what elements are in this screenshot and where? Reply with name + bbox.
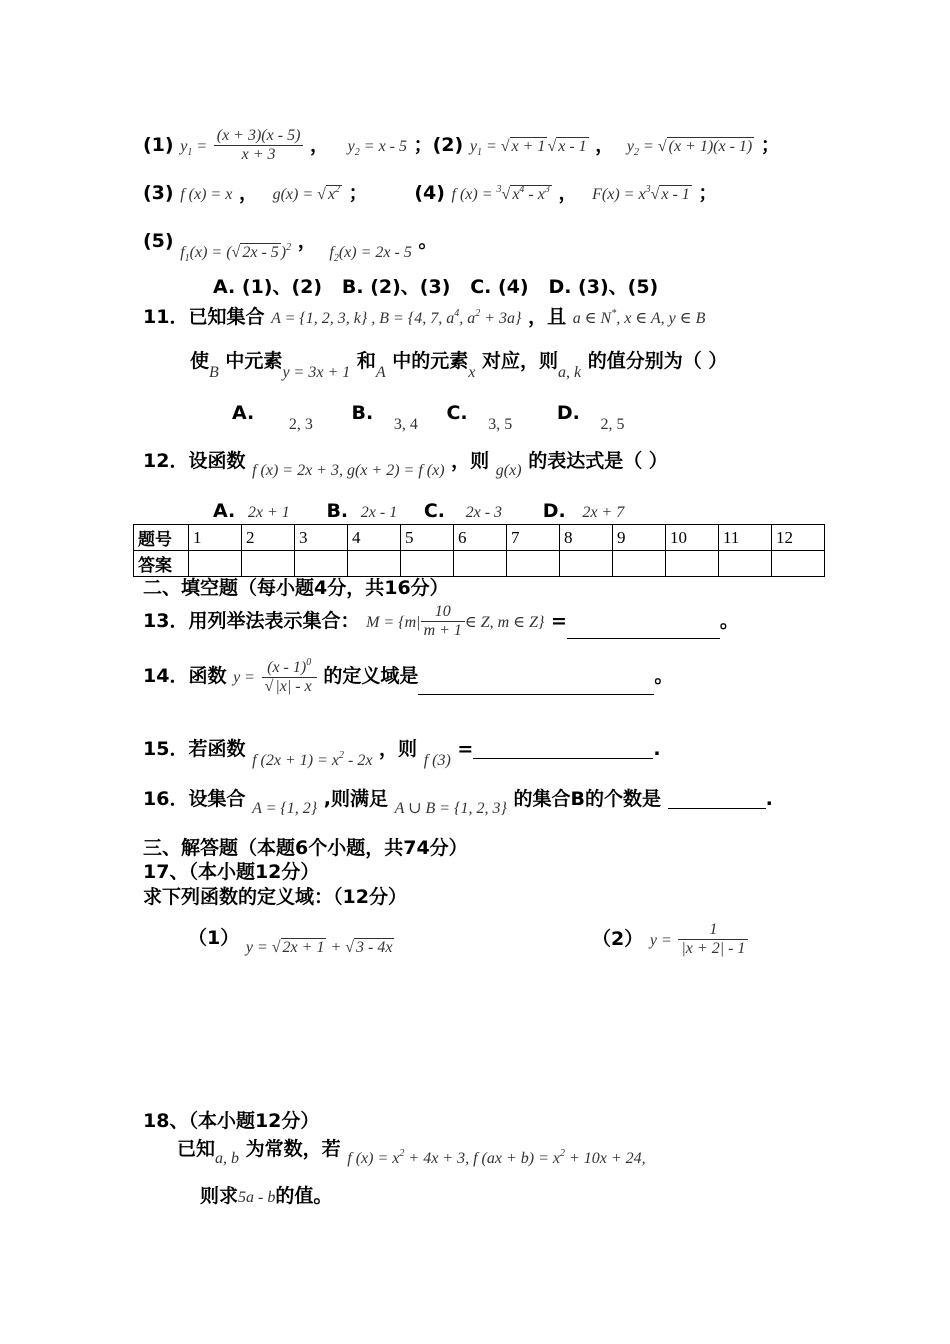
- option-1-label: (1): [143, 134, 174, 156]
- answer-cell[interactable]: [560, 551, 613, 577]
- answer-blank[interactable]: [418, 678, 654, 695]
- table-header-cell: 题号: [134, 525, 189, 551]
- table-header-cell: 答案: [134, 551, 189, 577]
- answer-cell[interactable]: [507, 551, 560, 577]
- answer-cell[interactable]: [348, 551, 401, 577]
- answer-cell[interactable]: [666, 551, 719, 577]
- fraction: $\frac{(x - 1)^0}{√ |x| - x}$: [262, 658, 317, 695]
- answer-cell[interactable]: [454, 551, 507, 577]
- q10-option-line-3: (5) $_{f_1(x) = (√ 2x - 5 )^2}$ ， $_{f_2(x) = 2x - 5}$ 。: [143, 230, 438, 264]
- answer-blank[interactable]: [567, 622, 720, 639]
- answer-cell[interactable]: [242, 551, 295, 577]
- q13-line: 13．用列举法表示集合： M = {m| $\frac{10}{m + 1}$ ∈ Z, m ∈ Z} = 。: [143, 603, 739, 639]
- q14-line: 14．函数 y = $\frac{(x - 1)^0}{√ |x| - x}$ 的定义域是 。: [143, 657, 674, 695]
- answer-cell[interactable]: [719, 551, 772, 577]
- q18-line-2: 则求5a - b的值。: [200, 1185, 333, 1207]
- answer-cell[interactable]: [772, 551, 825, 577]
- q12-choices: A. 2x + 1 B. 2x - 1 C. 2x - 3 D. 2x + 7: [213, 500, 625, 522]
- answer-cell[interactable]: [189, 551, 242, 577]
- fraction: $\frac{1}{|x + 2| - 1}$: [678, 922, 748, 957]
- section-heading-solve: 三、解答题（本题6个小题，共74分）: [143, 837, 468, 859]
- q17-part-1: （1） $_{y = √ 2x + 1 + √ 3 - 4x}$: [188, 927, 393, 956]
- q17-part-2: （2） y = $\frac{1}{|x + 2| - 1}$: [592, 922, 748, 957]
- table-row: [134, 551, 825, 577]
- q10-choices: A. (1)、(2) B. (2)、(3) C. (4) D. (3)、(5): [213, 276, 659, 298]
- q17-title: 17、（本小题12分）: [143, 861, 320, 883]
- answer-blank[interactable]: [473, 742, 653, 759]
- q15-line: 15．若函数 $_{f (2x + 1) = x^2 - 2x}$ ，则 $_{f (3)}$ = .: [143, 738, 661, 769]
- answer-table: [133, 524, 825, 577]
- answer-cell[interactable]: [613, 551, 666, 577]
- q10-option-line-2: (3) f (x) = x ， g(x) = √ $x^2$ ； (4) f (x) = $^3$√ $x^4 - x^3$ ， $F(x) = x^3√$ x - 1 ；: [143, 182, 718, 204]
- answer-blank[interactable]: [668, 792, 766, 809]
- q12-line: 12．设函数 $_{f (x) = 2x + 3, g(x + 2) = f (x)}$ ，则 $_{g(x)}$ 的表达式是（ ）: [143, 450, 668, 479]
- section-heading-fill-blank: 二、填空题（每小题4分，共16分）: [143, 577, 449, 599]
- q17-body: 求下列函数的定义域：（12分）: [143, 886, 407, 908]
- fraction: $\frac{(x + 3)(x - 5)}{x + 3}$: [214, 128, 304, 163]
- q11-line-1: 11．已知集合 A = {1, 2, 3, k} , B = {4, 7, $a^4$, $a^2 + 3a$} ，且 a ∈ N*, x ∈ A, y ∈ B: [143, 306, 706, 328]
- fraction: $\frac{10}{m + 1}$: [421, 604, 465, 639]
- table-row: 题号 1 2 3 4 5 6 7 8 9 10 11 12: [134, 525, 825, 551]
- q18-title: 18、（本小题12分）: [143, 1110, 320, 1132]
- answer-cell[interactable]: [401, 551, 454, 577]
- q16-line: 16．设集合 $_{A = \{1, 2\}}$ ,则满足 $_{A \cup B = \{1, 2, 3\}}$ 的集合B的个数是 .: [143, 788, 773, 817]
- q11-choices: A. $_{2, 3}$ B. $_{3, 4}$ C. $_{3, 5}$ D. $_{2, 5}$: [232, 402, 625, 433]
- q18-line-1: 已知$_{a, b}$ 为常数，若 $_{f (x) = x^2 + 4x + 3, f (ax + b) = x^2 + 10x + 24,}$: [177, 1138, 646, 1167]
- q10-option-line-1: (1) $y_1$ = $\frac{(x + 3)(x - 5)}{x + 3}$ ， $y_2 = x - 5$ ；(2) $y_1$ = √ x + 1 √ x - 1 ， $y_2$ = √ (x + 1)(x - 1) ；: [143, 127, 780, 163]
- answer-cell[interactable]: [295, 551, 348, 577]
- q11-line-2: 使$_B$ 中元素$_{y = 3x + 1}$ 和$_A$ 中的元素$_x$ 对应，则$_{a, k}$ 的值分别为（ ）: [190, 350, 728, 381]
